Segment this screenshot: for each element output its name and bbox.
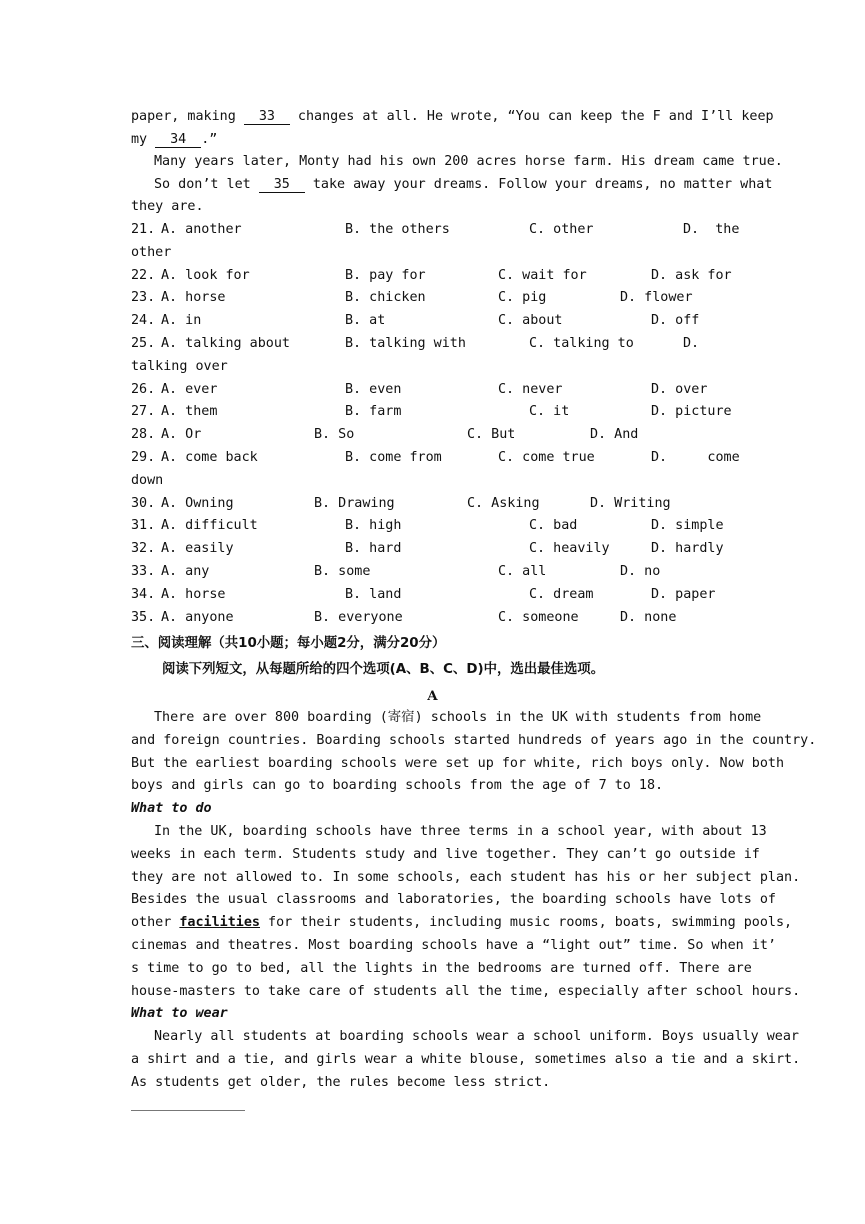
option-a: A. them bbox=[161, 404, 218, 420]
option-b: B. high bbox=[345, 518, 402, 534]
option-d: D. simple bbox=[651, 518, 724, 534]
question-number: 28. bbox=[131, 427, 156, 443]
paragraph-2-line: In the UK, boarding schools have three terms in a school year, with about 13 bbox=[154, 824, 767, 839]
question-number: 21. bbox=[131, 222, 156, 237]
paragraph-1-line: There are over 800 boarding (寄宿) schools in the UK with students from home bbox=[154, 710, 762, 725]
option-b: B. pay for bbox=[345, 267, 426, 283]
footnote-divider bbox=[131, 1110, 245, 1111]
question-number: 29. bbox=[131, 450, 156, 465]
option-c: C. heavily bbox=[529, 541, 610, 557]
intro-line-4: So don’t let 35 take away your dreams. Follow your dreams, no matter what bbox=[154, 177, 773, 192]
option-c: C. talking to bbox=[529, 336, 634, 351]
option-a: A. any bbox=[161, 564, 210, 579]
option-a: A. difficult bbox=[161, 518, 258, 534]
section-heading: 三、阅读理解（共10小题；每小题2分，满分20分） bbox=[131, 636, 446, 651]
question-number: 33. bbox=[131, 564, 156, 579]
question-number: 26. bbox=[131, 381, 156, 397]
option-d: D. no bbox=[620, 564, 661, 579]
option-a: A. come back bbox=[161, 450, 258, 465]
option-c: C. bad bbox=[529, 518, 578, 534]
question-number: 25. bbox=[131, 336, 156, 351]
blank-33: 33 bbox=[244, 110, 290, 125]
option-a: A. another bbox=[161, 222, 242, 237]
option-b: B. chicken bbox=[345, 290, 426, 306]
option-a: A. ever bbox=[161, 381, 218, 397]
option-b: B. some bbox=[314, 564, 371, 579]
intro-line-3: Many years later, Monty had his own 200 acres horse farm. His dream came true. bbox=[154, 154, 783, 169]
question-number: 27. bbox=[131, 404, 156, 420]
option-a: A. anyone bbox=[161, 609, 234, 625]
subheading-what-to-wear: What to wear bbox=[131, 1006, 228, 1022]
option-c: C. wait for bbox=[498, 267, 587, 283]
question-number: 35. bbox=[131, 609, 156, 625]
option-c: C. other bbox=[529, 222, 594, 237]
paragraph-3-line: As students get older, the rules become less strict. bbox=[131, 1074, 551, 1090]
option-c: C. pig bbox=[498, 290, 547, 306]
option-c: C. it bbox=[529, 404, 570, 420]
intro-line-2: my 34 .” bbox=[131, 132, 218, 147]
option-b: B. come from bbox=[345, 450, 442, 465]
option-d: D. picture bbox=[651, 404, 732, 420]
option-b: B. land bbox=[345, 586, 402, 602]
keyword-facilities: facilities bbox=[179, 915, 260, 931]
question-number: 30. bbox=[131, 495, 156, 511]
option-c: C. about bbox=[498, 313, 563, 329]
option-c: C. all bbox=[498, 564, 547, 579]
option-d: D. off bbox=[651, 313, 700, 329]
question-number: 24. bbox=[131, 313, 156, 329]
option-a: A. horse bbox=[161, 290, 226, 306]
option-b: B. hard bbox=[345, 541, 402, 557]
option-wrap: down bbox=[131, 472, 164, 488]
option-a: A. easily bbox=[161, 541, 234, 557]
option-c: C. never bbox=[498, 381, 563, 397]
intro-line-1: paper, making 33 changes at all. He wrote, “You can keep the F and I’ll keep bbox=[131, 109, 774, 124]
option-b: B. farm bbox=[345, 404, 402, 420]
section-instruction: 阅读下列短文，从每题所给的四个选项(A、B、C、D)中，选出最佳选项。 bbox=[162, 662, 605, 677]
option-wrap: talking over bbox=[131, 358, 228, 374]
paragraph-2-line: weeks in each term. Students study and live together. They can’t go outside if bbox=[131, 846, 760, 862]
option-d: D. bbox=[683, 336, 700, 351]
option-a: A. horse bbox=[161, 586, 226, 602]
option-b: B. So bbox=[314, 427, 355, 443]
option-a: A. Or bbox=[161, 427, 202, 443]
option-d: D. the bbox=[683, 222, 740, 237]
intro-line-5: they are. bbox=[131, 199, 204, 214]
paragraph-2-line: house-masters to take care of students all the time, especially after school hours. bbox=[131, 983, 801, 999]
option-b: B. at bbox=[345, 313, 386, 329]
option-a: A. Owning bbox=[161, 495, 234, 511]
option-b: B. Drawing bbox=[314, 495, 395, 511]
paragraph-2-line: s time to go to bed, all the lights in the bedrooms are turned off. There are bbox=[131, 960, 752, 976]
option-b: B. everyone bbox=[314, 609, 403, 625]
paragraph-3-line: Nearly all students at boarding schools wear a school uniform. Boys usually wear bbox=[154, 1029, 799, 1045]
passage-label: A bbox=[427, 688, 438, 704]
option-b: B. the others bbox=[345, 222, 450, 237]
paragraph-1-line: boys and girls can go to boarding schools from the age of 7 to 18. bbox=[131, 778, 664, 794]
question-number: 23. bbox=[131, 290, 156, 306]
question-number: 31. bbox=[131, 518, 156, 534]
paragraph-2-facilities-line: other facilities for their students, including music rooms, boats, swimming pools, bbox=[131, 915, 793, 931]
option-d: D. hardly bbox=[651, 541, 724, 557]
option-a: A. look for bbox=[161, 267, 250, 283]
paragraph-2-line: they are not allowed to. In some schools, each student has his or her subject plan. bbox=[131, 869, 801, 885]
blank-34: 34 bbox=[155, 133, 201, 148]
paragraph-2-line: Besides the usual classrooms and laboratories, the boarding schools have lots of bbox=[131, 892, 776, 908]
option-d: D. flower bbox=[620, 290, 693, 306]
option-b: B. talking with bbox=[345, 336, 466, 351]
paragraph-2-line: cinemas and theatres. Most boarding schools have a “light out” time. So when it’ bbox=[131, 938, 776, 953]
option-c: C. someone bbox=[498, 609, 579, 625]
option-d: D. ask for bbox=[651, 267, 732, 283]
option-d: D. And bbox=[590, 427, 639, 443]
option-d: D. over bbox=[651, 381, 708, 397]
question-number: 34. bbox=[131, 586, 156, 602]
option-a: A. talking about bbox=[161, 336, 290, 351]
option-d: D. none bbox=[620, 609, 677, 625]
question-number: 32. bbox=[131, 541, 156, 557]
option-d: D. paper bbox=[651, 586, 716, 602]
option-d: D. Writing bbox=[590, 495, 671, 511]
option-d: D. come bbox=[651, 450, 740, 465]
paragraph-3-line: a shirt and a tie, and girls wear a white blouse, sometimes also a tie and a skirt. bbox=[131, 1052, 801, 1067]
option-c: C. dream bbox=[529, 586, 594, 602]
option-c: C. come true bbox=[498, 450, 595, 465]
option-b: B. even bbox=[345, 381, 402, 397]
question-number: 22. bbox=[131, 267, 156, 283]
option-a: A. in bbox=[161, 313, 202, 329]
paragraph-1-line: But the earliest boarding schools were set up for white, rich boys only. Now both bbox=[131, 755, 785, 771]
paragraph-1-line: and foreign countries. Boarding schools started hundreds of years ago in the country. bbox=[131, 732, 817, 748]
subheading-what-to-do: What to do bbox=[131, 801, 212, 817]
option-c: C. Asking bbox=[467, 495, 540, 511]
blank-35: 35 bbox=[259, 178, 305, 193]
option-wrap: other bbox=[131, 244, 172, 260]
option-c: C. But bbox=[467, 427, 516, 443]
